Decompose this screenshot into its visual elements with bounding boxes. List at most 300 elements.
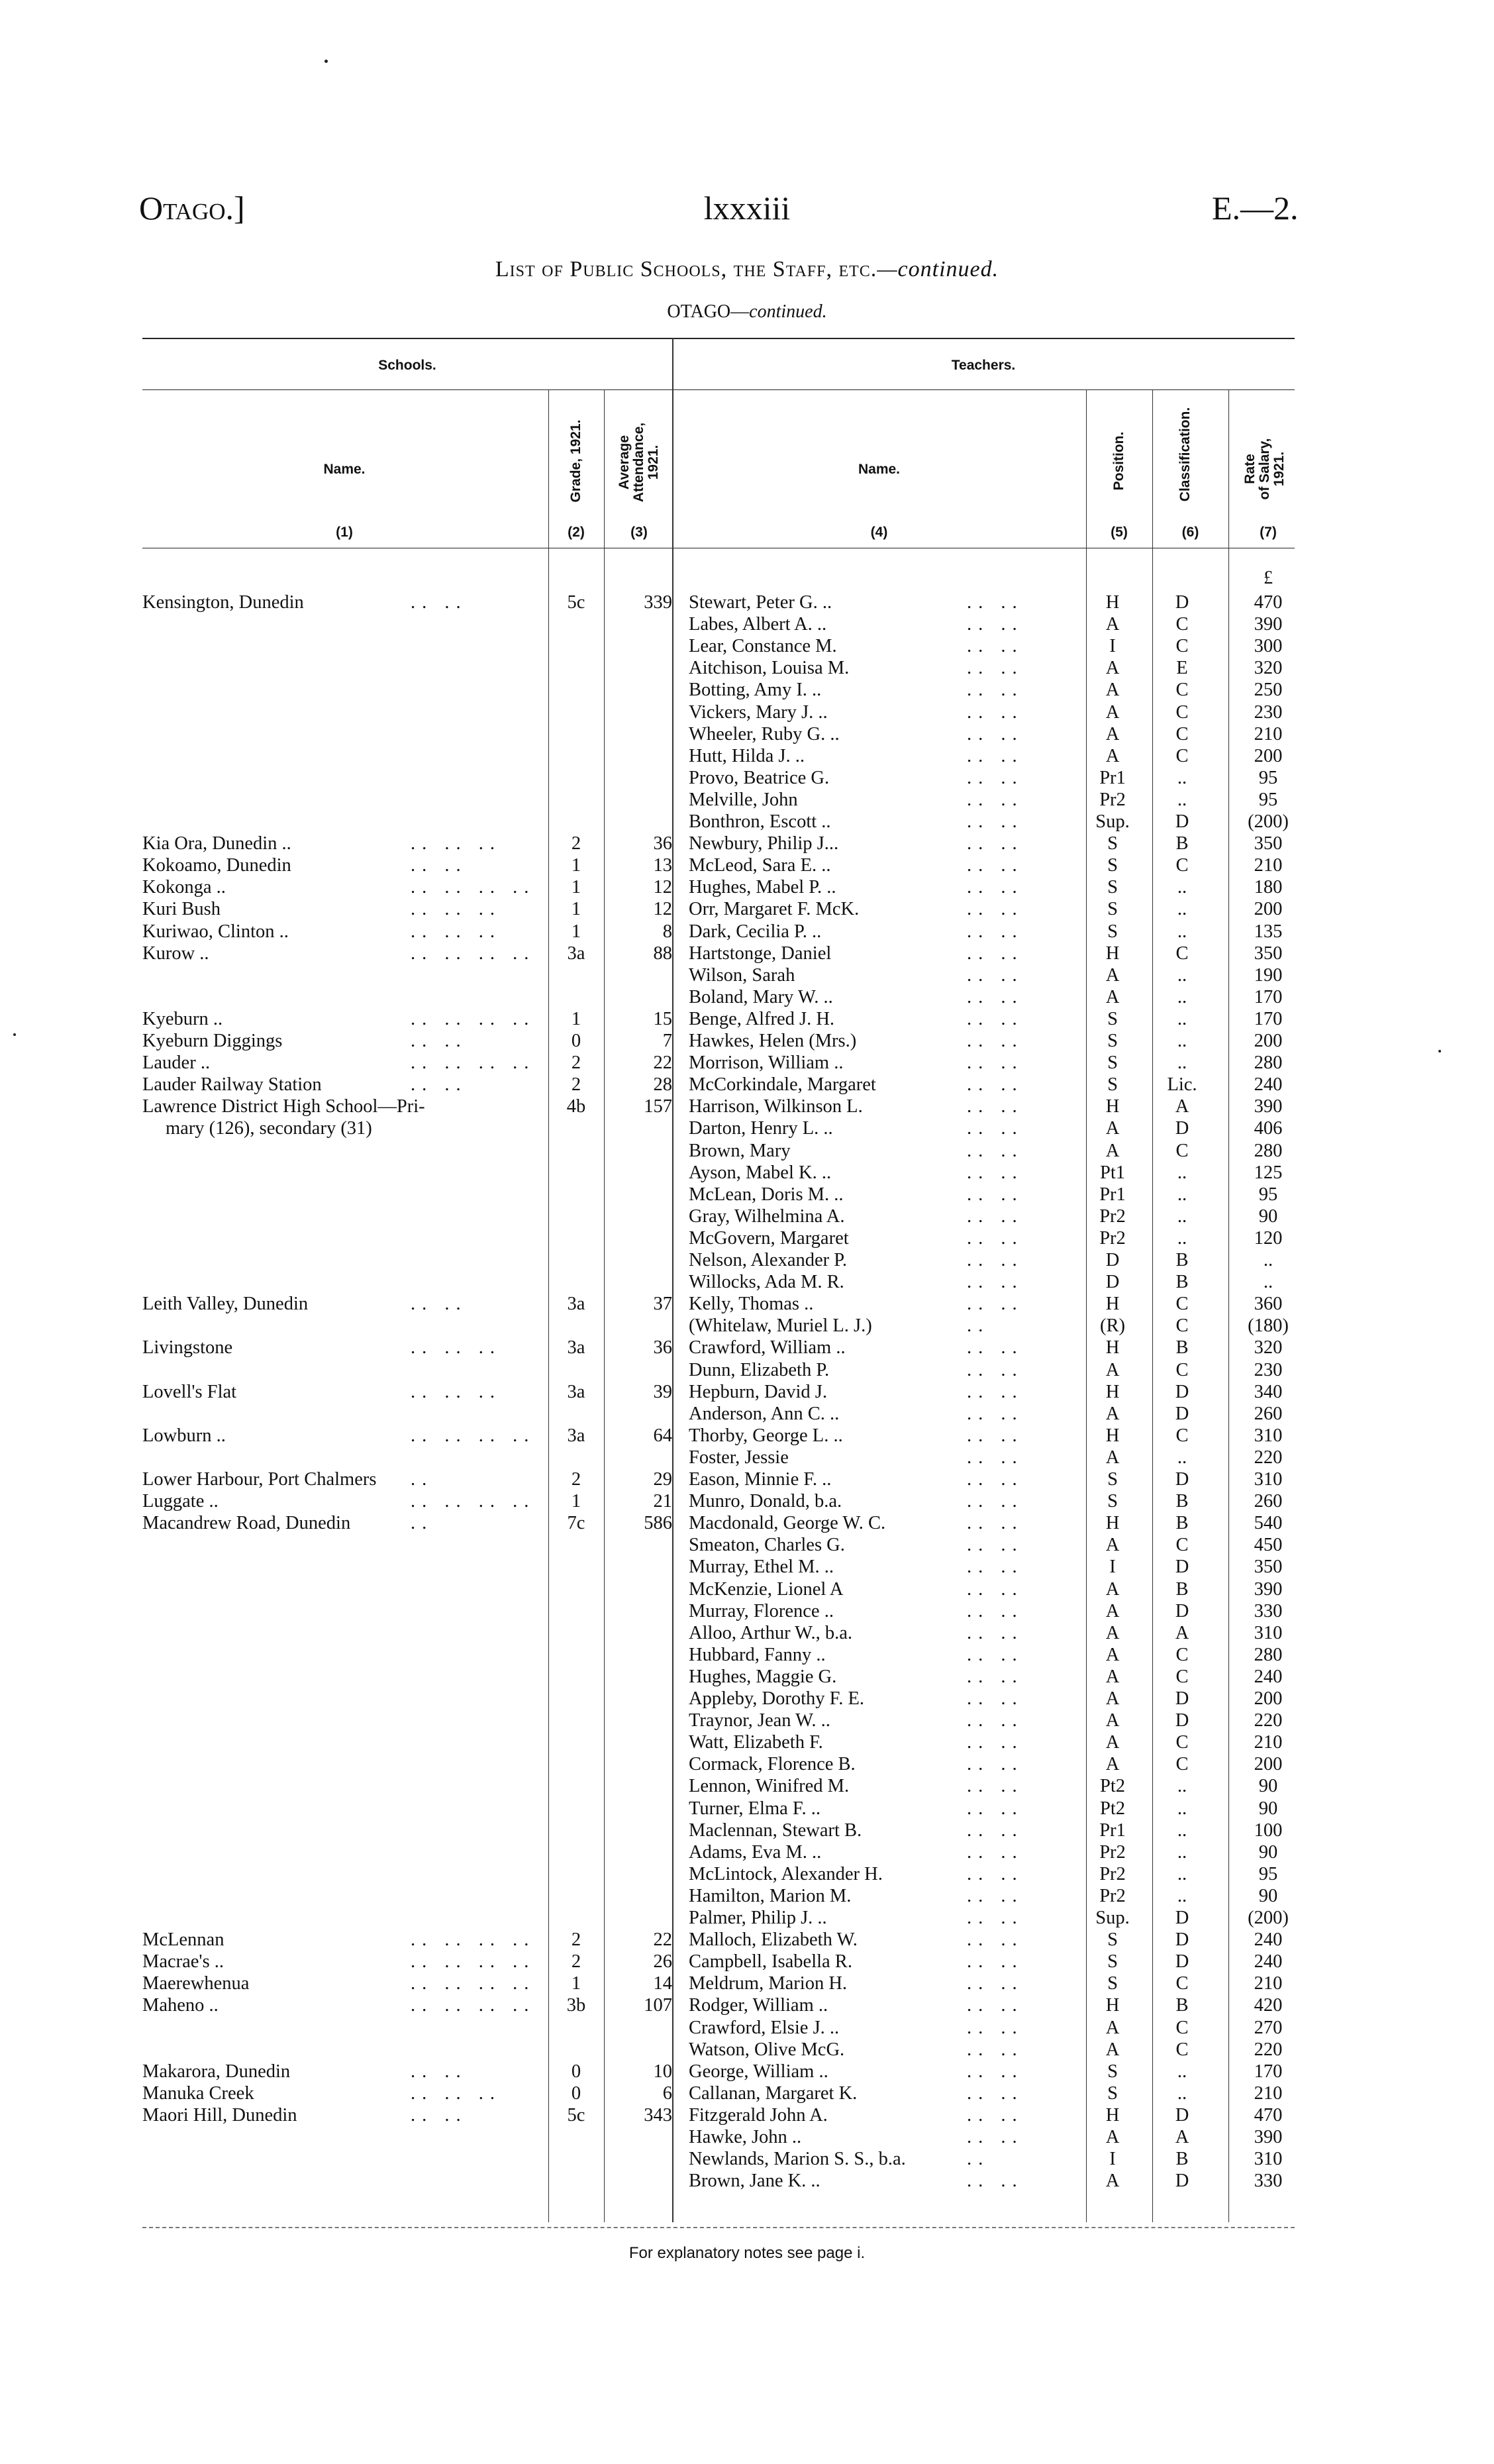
teacher-classification: D (1175, 2104, 1189, 2126)
table-row (0, 767, 1494, 789)
teacher-position: A (1105, 1578, 1120, 1600)
teacher-classification: .. (1177, 921, 1187, 942)
school-name: Kensington, Dunedin (142, 592, 304, 613)
table-row (0, 1184, 1494, 1206)
teacher-position: Pt1 (1099, 1162, 1126, 1183)
table-row (0, 1227, 1494, 1249)
teacher-leader-dots: .. .. (967, 636, 1024, 657)
school-name: Livingstone (142, 1337, 233, 1359)
salary-header (1243, 419, 1287, 519)
attendance-header-line2: Attendance, (631, 422, 646, 503)
teacher-salary: 200 (1254, 745, 1283, 766)
teacher-name: Harrison, Wilkinson L. (689, 1096, 863, 1117)
table-bottom-rule (142, 2227, 1295, 2228)
school-name: Lauder Railway Station (142, 1074, 322, 1096)
school-grade: 2 (571, 1074, 581, 1096)
school-grade: 1 (571, 921, 581, 942)
teacher-salary: 135 (1254, 921, 1283, 942)
teacher-position: A (1105, 2017, 1120, 2038)
teacher-position: A (1105, 1535, 1120, 1556)
teacher-salary: 210 (1254, 855, 1283, 876)
teacher-classification: D (1175, 1118, 1189, 1139)
school-attendance: 157 (644, 1096, 672, 1117)
teacher-position: S (1107, 833, 1118, 854)
teacher-salary: 420 (1254, 1995, 1283, 2016)
teacher-classification: B (1175, 1337, 1189, 1359)
teacher-position: D (1105, 1250, 1120, 1270)
teacher-position: S (1107, 1052, 1118, 1074)
teacher-name: Crawford, Elsie J. .. (689, 2017, 840, 2038)
teacher-classification: .. (1177, 1008, 1187, 1029)
teacher-leader-dots: .. .. (967, 1008, 1024, 1029)
teacher-salary: 350 (1254, 833, 1283, 854)
teacher-name: Ayson, Mabel K. .. (689, 1162, 832, 1183)
school-grade: 1 (571, 877, 581, 898)
teacher-leader-dots: .. .. (967, 1754, 1024, 1775)
teacher-position: A (1105, 680, 1120, 701)
teacher-classification: .. (1177, 1863, 1187, 1884)
teacher-salary: (180) (1248, 1315, 1289, 1337)
classification-header: Classification. (1177, 407, 1193, 502)
table-row (0, 1775, 1494, 1797)
teacher-leader-dots: .. .. (967, 1535, 1024, 1556)
teacher-leader-dots: .. .. (967, 592, 1024, 613)
teacher-leader-dots: .. .. (967, 1644, 1024, 1665)
school-name: Lawrence District High School—Pri- (142, 1096, 425, 1117)
table-row (0, 1863, 1494, 1885)
teacher-name: Hughes, Mabel P. .. (689, 877, 836, 898)
column-number: (3) (630, 525, 648, 540)
teacher-name: Watson, Olive McG. (689, 2039, 845, 2060)
teacher-position: A (1105, 964, 1120, 986)
table-row (0, 2061, 1494, 2082)
teacher-classification: .. (1177, 1052, 1187, 1074)
teacher-name: Dunn, Elizabeth P. (689, 1359, 830, 1380)
school-name: Kokoamo, Dunedin (142, 855, 291, 876)
teacher-classification: D (1175, 1469, 1189, 1490)
teacher-classification: D (1175, 1381, 1189, 1402)
teacher-salary: 220 (1254, 1447, 1283, 1468)
school-leader-dots: .. .. (411, 855, 468, 876)
school-grade: 7c (567, 1513, 585, 1534)
table-row (0, 1841, 1494, 1863)
teacher-classification: .. (1177, 1885, 1187, 1906)
school-leader-dots: .. .. .. .. (411, 943, 536, 964)
teacher-position: A (1105, 1710, 1120, 1731)
teacher-classification: .. (1177, 1162, 1187, 1183)
school-leader-dots: .. .. (411, 592, 468, 613)
teacher-classification: C (1175, 1425, 1189, 1446)
teacher-leader-dots: .. .. (967, 1337, 1024, 1359)
teacher-leader-dots: .. .. (967, 1272, 1024, 1293)
table-row (0, 613, 1494, 635)
teacher-name: Anderson, Ann C. .. (689, 1403, 840, 1424)
table-row (0, 2104, 1494, 2126)
teacher-name: McKenzie, Lionel A (689, 1578, 844, 1600)
teacher-salary: 390 (1254, 2127, 1283, 2147)
teacher-name: Wheeler, Ruby G. .. (689, 723, 840, 744)
teacher-name: Vickers, Mary J. .. (689, 701, 828, 723)
teacher-salary: (200) (1248, 1908, 1289, 1928)
teacher-leader-dots: .. .. (967, 1688, 1024, 1709)
school-name: Lower Harbour, Port Chalmers (142, 1469, 377, 1490)
teacher-leader-dots: .. .. (967, 943, 1024, 964)
table-row (0, 1666, 1494, 1688)
table-row (0, 1074, 1494, 1096)
teacher-position: A (1105, 1622, 1120, 1643)
school-grade: 0 (571, 2061, 581, 2082)
teacher-salary: 200 (1254, 1688, 1283, 1709)
teacher-classification: D (1175, 1557, 1189, 1578)
teacher-salary: 260 (1254, 1491, 1283, 1512)
table-title (0, 257, 1494, 282)
teacher-salary: 360 (1254, 1294, 1283, 1315)
school-attendance: 36 (653, 833, 672, 854)
attendance-header-line1: Average (617, 435, 632, 490)
table-title-suffix: —continued. (877, 257, 999, 282)
teacher-leader-dots: .. .. (967, 1776, 1024, 1797)
teacher-salary: 220 (1254, 1710, 1283, 1731)
teacher-salary: 390 (1254, 1578, 1283, 1600)
school-leader-dots: .. (411, 1513, 434, 1534)
teacher-classification: C (1175, 1294, 1189, 1315)
teacher-leader-dots: .. .. (967, 964, 1024, 986)
teacher-name: Dark, Cecilia P. .. (689, 921, 822, 942)
teacher-salary: 230 (1254, 701, 1283, 723)
teacher-salary: 120 (1254, 1227, 1283, 1249)
school-name: Kuri Bush (142, 899, 221, 920)
teacher-position: A (1105, 1688, 1120, 1709)
teacher-salary: 250 (1254, 680, 1283, 701)
teacher-position: Pr2 (1099, 1863, 1126, 1884)
table-row (0, 1622, 1494, 1644)
teacher-classification: .. (1177, 1206, 1187, 1227)
school-attendance: 12 (653, 899, 672, 920)
teacher-name: Provo, Beatrice G. (689, 767, 830, 788)
teacher-leader-dots: .. .. (967, 1863, 1024, 1884)
teacher-name: George, William .. (689, 2061, 828, 2082)
teacher-name: Maclennan, Stewart B. (689, 1820, 862, 1841)
column-number: (5) (1111, 525, 1128, 540)
teacher-position: S (1107, 1973, 1118, 1994)
teacher-position: A (1105, 1666, 1120, 1687)
table-row (0, 943, 1494, 964)
teacher-salary: 125 (1254, 1162, 1283, 1183)
teacher-salary: 95 (1258, 1863, 1278, 1884)
teacher-classification: C (1175, 680, 1189, 701)
school-leader-dots: .. .. .. .. (411, 1425, 536, 1446)
teacher-leader-dots: .. .. (967, 1469, 1024, 1490)
teacher-name-header: Name. (858, 462, 901, 477)
teacher-name: Rodger, William .. (689, 1995, 828, 2016)
teacher-leader-dots: .. .. (967, 2104, 1024, 2126)
attendance-header (617, 409, 661, 515)
teacher-leader-dots: .. (967, 2149, 990, 2170)
teacher-name: Appleby, Dorothy F. E. (689, 1688, 865, 1709)
teacher-classification: B (1175, 1491, 1189, 1512)
teacher-leader-dots: .. .. (967, 1250, 1024, 1270)
teacher-salary: 200 (1254, 1754, 1283, 1775)
teacher-salary: 240 (1254, 1951, 1283, 1973)
school-attendance: 22 (653, 1929, 672, 1951)
table-row (0, 723, 1494, 745)
school-leader-dots: .. .. .. .. (411, 1052, 536, 1074)
teacher-classification: D (1175, 1951, 1189, 1973)
teacher-salary: 220 (1254, 2039, 1283, 2060)
teacher-name: Crawford, William .. (689, 1337, 846, 1359)
teacher-name: Lear, Constance M. (689, 636, 837, 657)
teacher-classification: D (1175, 1600, 1189, 1621)
teacher-salary: 260 (1254, 1403, 1283, 1424)
teacher-name: McLean, Doris M. .. (689, 1184, 844, 1205)
teacher-position: I (1109, 636, 1116, 657)
teacher-salary: 310 (1254, 1469, 1283, 1490)
school-attendance: 26 (653, 1951, 672, 1973)
teacher-salary: 470 (1254, 592, 1283, 613)
teacher-leader-dots: .. .. (967, 1162, 1024, 1183)
teacher-name: (Whitelaw, Muriel L. J.) (689, 1315, 872, 1337)
teacher-classification: E (1176, 658, 1188, 679)
teacher-leader-dots: .. .. (967, 1447, 1024, 1468)
teacher-leader-dots: .. .. (967, 1031, 1024, 1051)
school-attendance: 88 (653, 943, 672, 964)
teacher-classification: .. (1177, 1031, 1187, 1051)
teacher-classification: .. (1177, 2061, 1187, 2082)
table-row (0, 1337, 1494, 1359)
teacher-name: Hubbard, Fanny .. (689, 1644, 826, 1665)
teacher-leader-dots: .. .. (967, 833, 1024, 854)
school-leader-dots: .. .. .. .. (411, 1951, 536, 1973)
teacher-salary: 310 (1254, 1425, 1283, 1446)
teacher-name: Morrison, William .. (689, 1052, 844, 1074)
school-attendance: 22 (653, 1052, 672, 1074)
school-name: Kuriwao, Clinton .. (142, 921, 289, 942)
school-grade: 5c (567, 592, 585, 613)
teacher-salary: 210 (1254, 1732, 1283, 1753)
teacher-salary: 180 (1254, 877, 1283, 898)
teacher-leader-dots: .. .. (967, 1491, 1024, 1512)
school-grade: 3a (567, 943, 585, 964)
teacher-position: A (1105, 986, 1120, 1007)
teacher-leader-dots: .. .. (967, 1798, 1024, 1819)
teacher-salary: 270 (1254, 2017, 1283, 2038)
table-row (0, 2170, 1494, 2192)
teacher-position: S (1107, 1951, 1118, 1973)
teacher-position: S (1107, 1074, 1118, 1096)
table-row (0, 1578, 1494, 1600)
teacher-salary: 90 (1258, 1841, 1278, 1863)
school-attendance: 64 (653, 1425, 672, 1446)
teacher-leader-dots: .. .. (967, 1557, 1024, 1578)
school-leader-dots: .. .. (411, 1031, 468, 1051)
teacher-leader-dots: .. .. (967, 658, 1024, 679)
teacher-salary: 210 (1254, 1973, 1283, 1994)
table-row (0, 1359, 1494, 1381)
table-row (0, 1907, 1494, 1929)
teacher-position: Pr1 (1099, 1820, 1126, 1841)
teacher-classification: D (1175, 2171, 1189, 2192)
school-name: Macandrew Road, Dunedin (142, 1513, 351, 1534)
teacher-name: Benge, Alfred J. H. (689, 1008, 835, 1029)
teacher-leader-dots: .. (967, 1315, 990, 1337)
teacher-classification: C (1175, 723, 1189, 744)
table-row (0, 1030, 1494, 1052)
teacher-classification: B (1175, 1578, 1189, 1600)
table-row (0, 1425, 1494, 1447)
teacher-classification: .. (1177, 2082, 1187, 2104)
teacher-classification: .. (1177, 899, 1187, 920)
teacher-position: D (1105, 1272, 1120, 1293)
school-grade: 2 (571, 1929, 581, 1951)
school-leader-dots: .. (411, 1469, 434, 1490)
teacher-name: Aitchison, Louisa M. (689, 658, 850, 679)
teacher-name: McLeod, Sara E. .. (689, 855, 831, 876)
teacher-name: Hawke, John .. (689, 2127, 802, 2147)
teacher-salary: 90 (1258, 1206, 1278, 1227)
teacher-leader-dots: .. .. (967, 1908, 1024, 1928)
table-row (0, 591, 1494, 613)
teacher-position: Pr2 (1099, 1885, 1126, 1906)
teacher-classification: C (1175, 1973, 1189, 1994)
teacher-position: S (1107, 921, 1118, 942)
school-name: Kia Ora, Dunedin .. (142, 833, 291, 854)
teacher-position: A (1105, 1359, 1120, 1380)
column-number: (6) (1181, 525, 1199, 540)
teacher-classification: .. (1177, 877, 1187, 898)
table-row (0, 679, 1494, 701)
teacher-name: Murray, Florence .. (689, 1600, 834, 1621)
school-grade: 2 (571, 1469, 581, 1490)
teacher-name: Foster, Jessie (689, 1447, 789, 1468)
teacher-position: H (1105, 1513, 1120, 1534)
position-header: Position. (1111, 431, 1126, 491)
teacher-leader-dots: .. .. (967, 2171, 1024, 2192)
table-row (0, 2039, 1494, 2061)
teacher-classification: .. (1177, 964, 1187, 986)
teacher-salary: 210 (1254, 723, 1283, 744)
teacher-name: Gray, Wilhelmina A. (689, 1206, 845, 1227)
school-grade: 1 (571, 1491, 581, 1512)
teacher-leader-dots: .. .. (967, 1841, 1024, 1863)
teacher-leader-dots: .. .. (967, 1096, 1024, 1117)
school-name: Manuka Creek (142, 2082, 254, 2104)
teacher-name: Hepburn, David J. (689, 1381, 827, 1402)
teacher-salary: 330 (1254, 1600, 1283, 1621)
table-subtitle-text: OTAGO— (667, 301, 750, 322)
school-grade: 1 (571, 1973, 581, 1994)
group-header-rule (142, 389, 1295, 390)
teacher-position: A (1105, 1447, 1120, 1468)
teacher-salary: .. (1263, 1272, 1273, 1293)
teacher-position: Sup. (1095, 811, 1130, 832)
table-row (0, 1929, 1494, 1951)
teacher-leader-dots: .. .. (967, 1666, 1024, 1687)
teacher-name: Smeaton, Charles G. (689, 1535, 845, 1556)
teacher-position: A (1105, 1403, 1120, 1424)
table-row (0, 2017, 1494, 2039)
attendance-header-line3: 1921. (646, 444, 661, 480)
teacher-position: A (1105, 2127, 1120, 2147)
teacher-leader-dots: .. .. (967, 701, 1024, 723)
school-attendance: 10 (653, 2061, 672, 2082)
footer-note: For explanatory notes see page i. (628, 2244, 866, 2262)
teacher-leader-dots: .. .. (967, 899, 1024, 920)
teacher-name: Wilson, Sarah (689, 964, 795, 986)
teacher-position: H (1105, 2104, 1120, 2126)
school-grade: 0 (571, 1031, 581, 1051)
teacher-leader-dots: .. .. (967, 877, 1024, 898)
teacher-leader-dots: .. .. (967, 1381, 1024, 1402)
salary-header-line2: of Salary, (1257, 438, 1272, 500)
teacher-salary: 310 (1254, 2149, 1283, 2170)
teacher-leader-dots: .. .. (967, 767, 1024, 788)
teacher-classification: .. (1177, 1184, 1187, 1205)
table-row (0, 1753, 1494, 1775)
teacher-name: Traynor, Jean W. .. (689, 1710, 830, 1731)
teacher-salary: (200) (1248, 811, 1289, 832)
teacher-name: Thorby, George L. .. (689, 1425, 843, 1446)
page-number: lxxxiii (703, 189, 791, 227)
teacher-position: H (1105, 1337, 1120, 1359)
teacher-classification: .. (1177, 1798, 1187, 1819)
table-row (0, 986, 1494, 1008)
teacher-leader-dots: .. .. (967, 2082, 1024, 2104)
teacher-classification: C (1175, 943, 1189, 964)
teacher-classification: C (1175, 2017, 1189, 2038)
teacher-position: Pr2 (1099, 1841, 1126, 1863)
school-grade: 1 (571, 855, 581, 876)
school-name: Lowburn .. (142, 1425, 226, 1446)
table-row (0, 1206, 1494, 1227)
teacher-classification: .. (1177, 789, 1187, 810)
teacher-salary: 90 (1258, 1798, 1278, 1819)
teacher-position: S (1107, 2061, 1118, 2082)
teacher-classification: D (1175, 1929, 1189, 1951)
teacher-position: S (1107, 877, 1118, 898)
table-row (0, 876, 1494, 898)
school-name: mary (126), secondary (31) (166, 1118, 372, 1139)
table-row (0, 1315, 1494, 1337)
teacher-classification: C (1175, 1644, 1189, 1665)
school-name: Lovell's Flat (142, 1381, 237, 1402)
school-attendance: 37 (653, 1294, 672, 1315)
teacher-leader-dots: .. .. (967, 1227, 1024, 1249)
school-attendance: 13 (653, 855, 672, 876)
teacher-leader-dots: .. .. (967, 811, 1024, 832)
teacher-salary: 540 (1254, 1513, 1283, 1534)
teacher-position: (R) (1100, 1315, 1125, 1337)
school-leader-dots: .. .. (411, 2061, 468, 2082)
table-row (0, 2148, 1494, 2170)
teacher-leader-dots: .. .. (967, 1578, 1024, 1600)
teacher-classification: D (1175, 1403, 1189, 1424)
table-row (0, 1052, 1494, 1074)
teacher-position: A (1105, 1600, 1120, 1621)
teacher-leader-dots: .. .. (967, 1513, 1024, 1534)
table-row (0, 1798, 1494, 1820)
school-grade: 3a (567, 1425, 585, 1446)
school-leader-dots: .. .. .. .. (411, 877, 536, 898)
teacher-salary: 320 (1254, 658, 1283, 679)
teacher-leader-dots: .. .. (967, 1140, 1024, 1161)
teacher-classification: B (1175, 1272, 1189, 1293)
column-number: (2) (568, 525, 585, 540)
teacher-name: Stewart, Peter G. .. (689, 592, 832, 613)
school-grade: 2 (571, 1052, 581, 1074)
teacher-leader-dots: .. .. (967, 2017, 1024, 2038)
teacher-position: A (1105, 701, 1120, 723)
teacher-classification: .. (1177, 1776, 1187, 1797)
